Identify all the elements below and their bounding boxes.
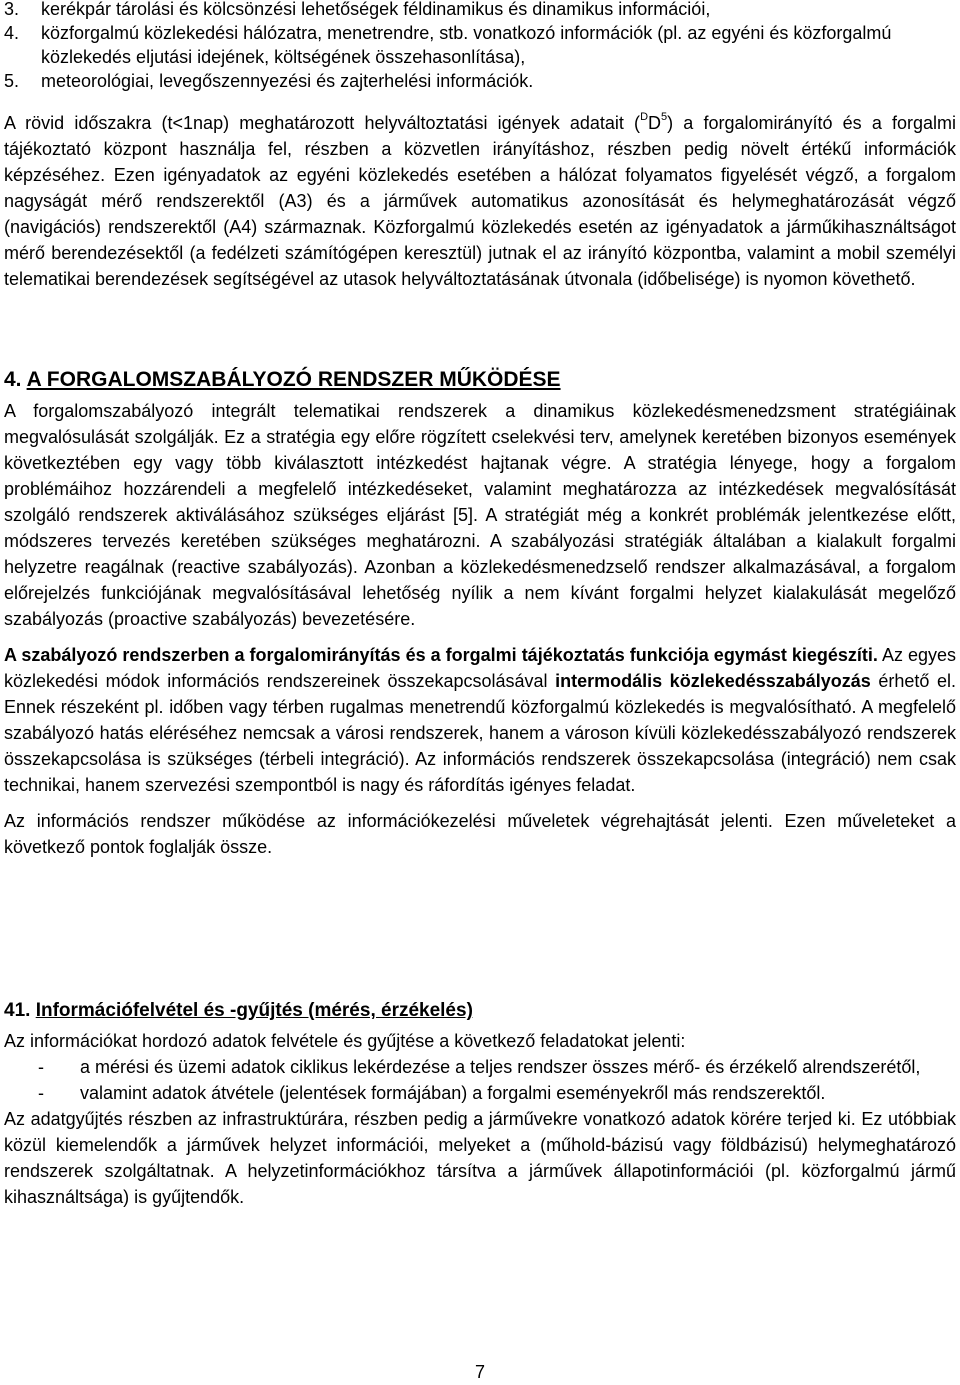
list-item bbox=[0, 0, 960, 21]
text: érhető el. Ennek részeként pl. időben vagy térben rugalmas menetrendű közforgalmú közlekedés is megvalósítható. A megfelelő szabályozó hatás eléréséhez nemcsak a városi rendszerek, hanem a városon kívüli közlekedésszabályozó rendszerek összekapcsolása is szükséges (térbeli integráció). Az információs rendszerek összekapcsolása (integráció) nem csak technikai, hanem szervezési szempontból is nagy és ráfordítás igényes feladat. bbox=[4, 671, 956, 795]
dash-bullet: - bbox=[38, 1057, 44, 1077]
text: Az egyes közlekedési módok információs rendszereinek összekapcsolásával bbox=[4, 645, 957, 691]
dash-list bbox=[4, 1054, 956, 1106]
dash-list-item bbox=[4, 1054, 956, 1080]
dash-item-text: a mérési és üzemi adatok ciklikus lekérdezése a teljes rendszer összes mérő- és érzékelő alrendszerétől, bbox=[80, 1057, 921, 1077]
page-number: 7 bbox=[474, 1362, 485, 1382]
superscript: 5 bbox=[661, 111, 668, 123]
section-title: A FORGALOMSZABÁLYOZÓ RENDSZER MŰKÖDÉSE bbox=[26, 368, 561, 391]
subsection-number: 41. bbox=[4, 1000, 31, 1021]
dash-item-text: valamint adatok átvétele (jelentések formájában) a forgalmi eseményekről más rendszerektől. bbox=[80, 1083, 826, 1103]
section-number: 4. bbox=[4, 368, 22, 391]
bold-text: intermodális közlekedésszabályozás bbox=[555, 671, 871, 691]
paragraph bbox=[4, 642, 956, 798]
list-item-number: 3. bbox=[4, 0, 20, 19]
paragraph: A forgalomszabályozó integrált telematikai rendszerek a dinamikus közlekedésmenedzsment stratégiáinak megvalósulását szolgálják. Ez a stratégia egy előre rögzített cselekvési terv, amelynek keretében bizonyos események következtében egy vagy több kiválasztott intézkedést hajtanak végre. A stratégia lényege, hogy a forgalom problémáihoz hozzárendeli a megfelelő intézkedéseket, valamint meghatározza az intézkedések megvalósítását szolgáló rendszerek aktiválásához szükséges eljárást [5]. A stratégiát még a konkrét problémák jelentkezése előtt, módszeres tervezés keretében szükséges meghatározni. A szabályozási stratégiák általában a kialakult forgalmi helyzetre reagálnak (reactive szabályozás). Azonban a közlekedésmenedzselő rendszer alkalmazásával, a forgalom előrejelzés funkciójának megvalósításával lehetőség nyílik a nem kívánt forgalmi helyzet kialakulását megelőző szabályozás (proactive szabályozás) bevezetésére. bbox=[4, 401, 956, 629]
paragraph: Az információkat hordozó adatok felvétele és gyűjtése a következő feladatokat jelenti: bbox=[4, 1031, 686, 1051]
bold-text: A szabályozó rendszerben a forgalomirányítás és a forgalmi tájékoztatás funkciója egymást kiegészíti. bbox=[4, 645, 878, 665]
intro-text-start: A rövid időszakra (t<1nap) meghatározott helyváltoztatási igények adatait ( bbox=[4, 113, 641, 133]
subsection-title: Információfelvétel és -gyűjtés (mérés, érzékelés) bbox=[35, 1000, 473, 1021]
superscript: D bbox=[640, 111, 649, 123]
section-4 bbox=[4, 367, 956, 860]
intro-symbol: D bbox=[648, 113, 662, 133]
top-numbered-list bbox=[0, 0, 960, 93]
list-item bbox=[0, 21, 960, 69]
list-item-number: 4. bbox=[4, 23, 20, 43]
list-item-number: 5. bbox=[4, 71, 20, 91]
dash-list-item bbox=[4, 1080, 956, 1106]
list-item-text: meteorológiai, levegőszennyezési és zajterhelési információk. bbox=[41, 71, 534, 91]
list-item bbox=[0, 69, 960, 93]
dash-bullet: - bbox=[38, 1083, 44, 1103]
list-item-text: közforgalmú közlekedési hálózatra, menetrendre, stb. vonatkozó információk (pl. az egyéni és közforgalmú közlekedés eljutási idejének, költségének összehasonlítása), bbox=[41, 23, 892, 67]
subsection-heading bbox=[4, 998, 956, 1024]
section-heading bbox=[4, 367, 956, 393]
intro-text-end: ) a forgalomirányító és a forgalmi tájékoztató központ használja fel, részben a közvetlen irányításhoz, részben pedig növelt értékű információk képzéséhez. Ezen igényadatok az egyéni közlekedés esetében a hálózat folyamatos figyelését végző, a forgalom nagyságát mérő rendszerektől (A3) és a járművek automatikus azonosítását és helymeghatározását végző (navigációs) rendszerektől (A4) származnak. Közforgalmú közlekedés esetén az igényadatok a járműkihasználtságot mérő berendezésektől (a fedélzeti számítógépen keresztül) jutnak el az irányító központba, valamint a mobil személyi telematikai berendezések segítségével az utasok helyváltoztatásának útvonala (időbelisége) is nyomon követhető. bbox=[4, 113, 957, 289]
paragraph: Az adatgyűjtés részben az infrastruktúrára, részben pedig a járművekre vonatkozó adatok körére terjed ki. Ez utóbbiak közül kiemelendők a járművek helyzet információi, melyeket a (műhold-bázisú vagy földbázisú) helymeghatározó rendszerek szolgáltatnak. A helyzetinformációkhoz társítva a járművek állapotinformációi (pl. közforgalmú jármű kihasználtsága) is gyűjtendők. bbox=[4, 1109, 956, 1207]
paragraph: Az információs rendszer működése az információkezelési műveletek végrehajtását jelenti. Ezen műveleteket a következő pontok foglalják össze. bbox=[4, 811, 956, 857]
list-item-text: kerékpár tárolási és kölcsönzési lehetőségek féldinamikus és dinamikus információi, bbox=[41, 0, 711, 19]
section-41 bbox=[4, 998, 956, 1210]
intro-paragraph bbox=[4, 110, 956, 292]
